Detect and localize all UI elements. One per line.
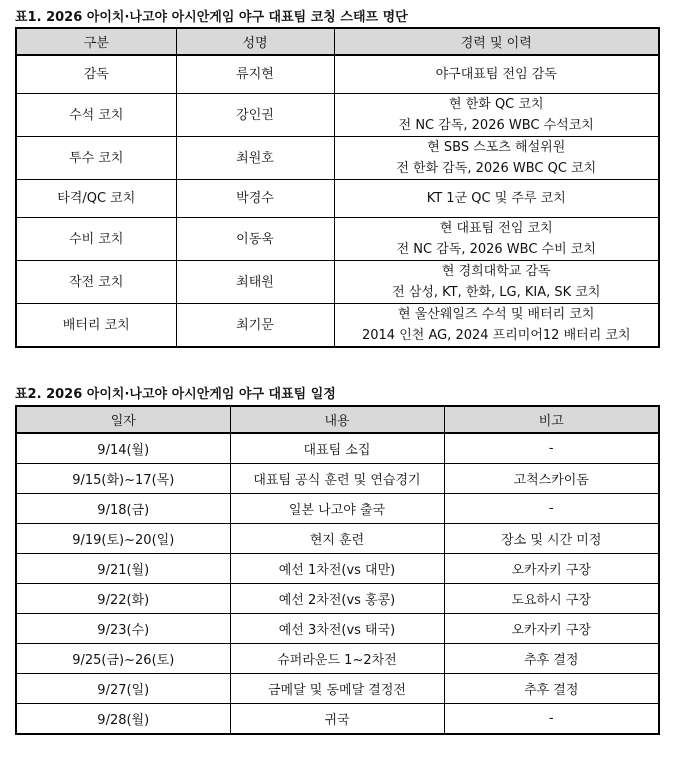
note-cell: 추후 결정 [444, 674, 659, 704]
name-cell: 최원호 [176, 137, 334, 180]
name-cell: 최태원 [176, 261, 334, 304]
note-cell: - [444, 433, 659, 464]
schedule-table [15, 405, 660, 735]
date-cell: 9/28(월) [16, 704, 230, 735]
table-row [16, 304, 659, 348]
column-header-role: 구분 [16, 28, 176, 55]
role-cell: 투수 코치 [16, 137, 176, 180]
table-row [16, 180, 659, 218]
career-line: 전 NC 감독, 2026 WBC 수비 코치 [396, 242, 596, 257]
table-row [16, 584, 659, 614]
career-line: 현 경희대학교 감독 [441, 264, 551, 279]
table2-caption: 표2. 2026 아이치·나고야 아시안게임 야구 대표팀 일정 [15, 387, 336, 402]
date-cell: 9/23(수) [16, 614, 230, 644]
date-cell: 9/14(월) [16, 433, 230, 464]
content-cell: 대표팀 소집 [230, 433, 444, 464]
table-row [16, 674, 659, 704]
content-cell: 일본 나고야 출국 [230, 494, 444, 524]
career-line: 전 NC 감독, 2026 WBC 수석코치 [398, 118, 594, 133]
career-line: 야구대표팀 전임 감독 [435, 67, 557, 82]
career-line: 현 SBS 스포츠 해설위원 [427, 140, 566, 155]
table1-caption: 표1. 2026 아이치·나고야 아시안게임 야구 대표팀 코칭 스태프 명단 [15, 10, 408, 25]
career-cell [334, 261, 659, 304]
role-cell: 타격/QC 코치 [16, 180, 176, 218]
table-row [16, 704, 659, 735]
name-cell: 강인권 [176, 94, 334, 137]
table-row [16, 55, 659, 94]
career-line: 현 한화 QC 코치 [449, 97, 544, 112]
role-cell: 수비 코치 [16, 218, 176, 261]
note-cell: 추후 결정 [444, 644, 659, 674]
career-cell [334, 180, 659, 218]
table-row [16, 218, 659, 261]
role-cell: 감독 [16, 55, 176, 94]
table-header-row [16, 406, 659, 433]
career-line: 현 대표팀 전임 코치 [439, 221, 553, 236]
table-row [16, 494, 659, 524]
role-cell: 작전 코치 [16, 261, 176, 304]
name-cell: 이동욱 [176, 218, 334, 261]
table-row [16, 94, 659, 137]
date-cell: 9/25(금)~26(토) [16, 644, 230, 674]
table-row [16, 137, 659, 180]
date-cell: 9/19(토)~20(일) [16, 524, 230, 554]
note-cell: 오카자키 구장 [444, 554, 659, 584]
name-cell: 박경수 [176, 180, 334, 218]
career-line: 전 삼성, KT, 한화, LG, KIA, SK 코치 [392, 285, 601, 300]
table-row [16, 554, 659, 584]
date-cell: 9/21(월) [16, 554, 230, 584]
content-cell: 예선 1차전(vs 대만) [230, 554, 444, 584]
column-header-name: 성명 [176, 28, 334, 55]
column-header-note: 비고 [444, 406, 659, 433]
column-header-date: 일자 [16, 406, 230, 433]
table-row [16, 524, 659, 554]
career-line: 2014 인천 AG, 2024 프리미어12 배터리 코치 [361, 328, 631, 343]
note-cell: - [444, 704, 659, 735]
career-cell [334, 94, 659, 137]
table-row [16, 614, 659, 644]
career-cell [334, 304, 659, 348]
content-cell: 대표팀 공식 훈련 및 연습경기 [230, 464, 444, 494]
column-header-career: 경력 및 이력 [334, 28, 659, 55]
date-cell: 9/18(금) [16, 494, 230, 524]
date-cell: 9/15(화)~17(목) [16, 464, 230, 494]
date-cell: 9/27(일) [16, 674, 230, 704]
note-cell: 장소 및 시간 미정 [444, 524, 659, 554]
note-cell: 고척스카이돔 [444, 464, 659, 494]
table-header-row [16, 28, 659, 55]
career-line: KT 1군 QC 및 주루 코치 [426, 191, 566, 206]
table-row [16, 433, 659, 464]
career-cell [334, 55, 659, 94]
content-cell: 예선 2차전(vs 홍콩) [230, 584, 444, 614]
note-cell: 오카자키 구장 [444, 614, 659, 644]
role-cell: 배터리 코치 [16, 304, 176, 348]
name-cell: 최기문 [176, 304, 334, 348]
coaching-staff-table [15, 27, 660, 348]
date-cell: 9/22(화) [16, 584, 230, 614]
career-line: 현 울산웨일즈 수석 및 배터리 코치 [398, 307, 595, 322]
career-cell [334, 218, 659, 261]
note-cell: - [444, 494, 659, 524]
note-cell: 도요하시 구장 [444, 584, 659, 614]
career-cell [334, 137, 659, 180]
role-cell: 수석 코치 [16, 94, 176, 137]
column-header-content: 내용 [230, 406, 444, 433]
content-cell: 슈퍼라운드 1~2차전 [230, 644, 444, 674]
content-cell: 예선 3차전(vs 태국) [230, 614, 444, 644]
content-cell: 현지 훈련 [230, 524, 444, 554]
content-cell: 금메달 및 동메달 결정전 [230, 674, 444, 704]
career-line: 전 한화 감독, 2026 WBC QC 코치 [396, 161, 597, 176]
table-row [16, 261, 659, 304]
table-row [16, 644, 659, 674]
name-cell: 류지현 [176, 55, 334, 94]
content-cell: 귀국 [230, 704, 444, 735]
table-row [16, 464, 659, 494]
